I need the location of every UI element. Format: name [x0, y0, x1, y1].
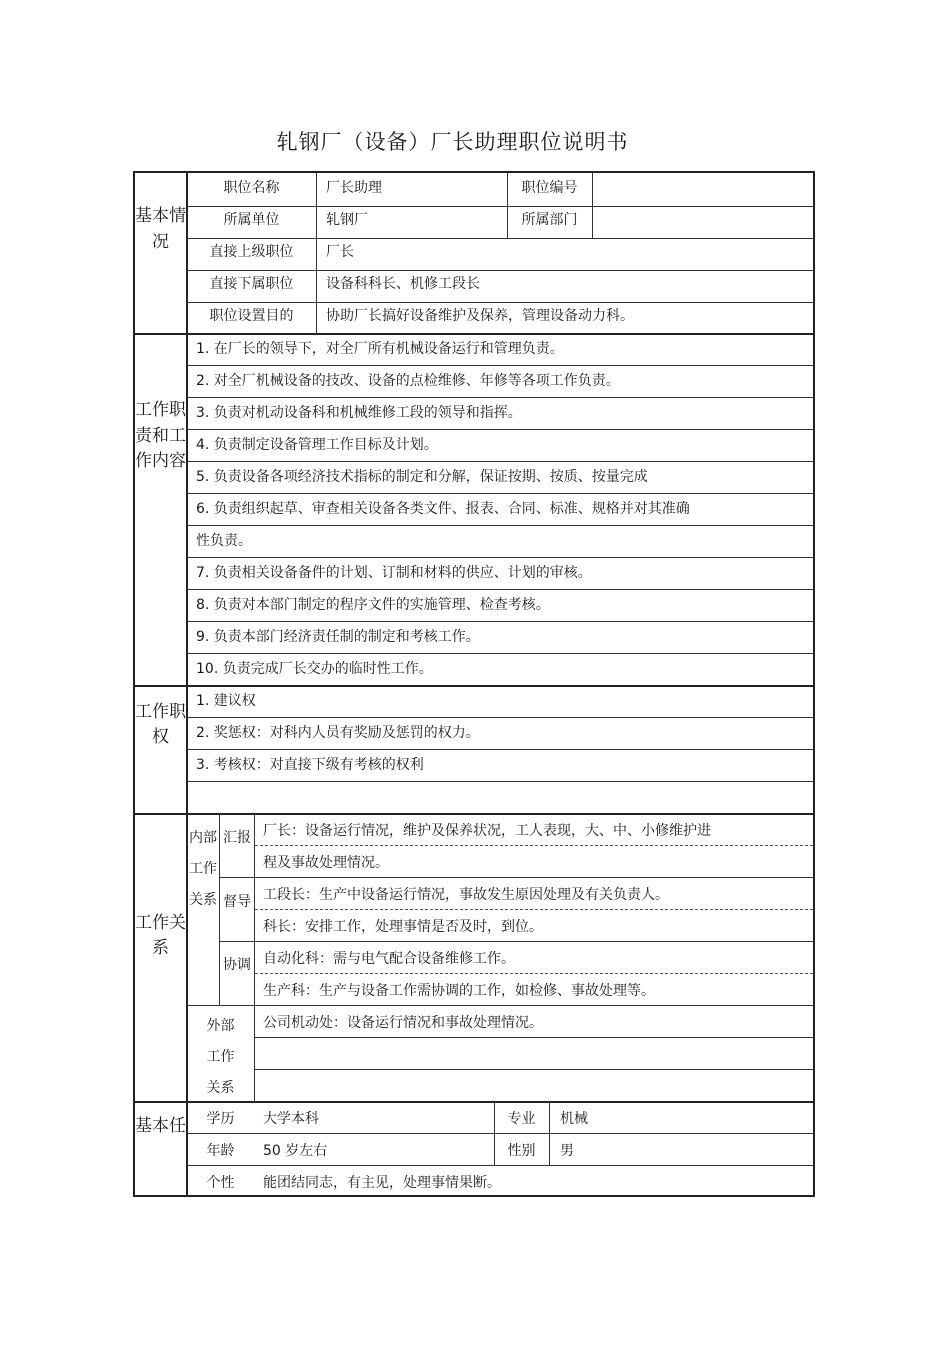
- external-relations-label: 外部工作关系: [206, 1018, 235, 1096]
- duty-item: 5. 负责设备各项经济技术指标的制定和分解，保证按期、按质、按量完成: [196, 469, 648, 485]
- dept-label: 所属部门: [521, 212, 578, 228]
- position-name-value: 厂长助理: [326, 180, 382, 196]
- duty-item: 9. 负责本部门经济责任制的制定和考核工作。: [196, 629, 480, 645]
- purpose-value: 协助厂长搞好设备维护及保养，管理设备动力科。: [326, 308, 634, 324]
- subordinate-value: 设备科科长、机修工段长: [326, 276, 480, 292]
- coordinate-line: 生产科：生产与设备工作需协调的工作，如检修、事故处理等。: [263, 983, 655, 999]
- gender-label: 性别: [507, 1143, 536, 1159]
- major-value: 机械: [560, 1111, 588, 1127]
- report-line: 厂长：设备运行情况，维护及保养状况，工人表现，大、中、小修维护进: [263, 823, 711, 839]
- education-value: 大学本科: [263, 1111, 319, 1127]
- duty-item: 1. 在厂长的领导下，对全厂所有机械设备运行和管理负责。: [196, 341, 564, 357]
- position-name-label: 职位名称: [223, 180, 280, 196]
- external-line: 公司机动处：设备运行情况和事故处理情况。: [263, 1015, 543, 1031]
- duty-item: 7. 负责相关设备备件的计划、订制和材料的供应、计划的审核。: [196, 565, 592, 581]
- unit-label: 所属单位: [223, 212, 280, 228]
- section-duties: 工作职责和工作内容: [135, 400, 186, 471]
- age-label: 年龄: [206, 1143, 235, 1159]
- report-line: 程及事故处理情况。: [263, 855, 389, 871]
- coordinate-line: 自动化科：需与电气配合设备维修工作。: [263, 951, 515, 967]
- duty-item: 4. 负责制定设备管理工作目标及计划。: [196, 437, 438, 453]
- authority-item: 2. 奖惩权：对科内人员有奖励及惩罚的权力。: [196, 725, 480, 741]
- section-qualification: 基本任: [135, 1116, 186, 1136]
- internal-relations-label: 内部工作关系: [189, 830, 217, 908]
- duty-item: 8. 负责对本部门制定的程序文件的实施管理、检查考核。: [196, 597, 550, 613]
- section-relations: 工作关系: [135, 913, 186, 958]
- supervise-line: 科长：安排工作，处理事情是否及时，到位。: [263, 919, 543, 935]
- duty-item: 10. 负责完成厂长交办的临时性工作。: [196, 661, 433, 677]
- position-code-label: 职位编号: [521, 180, 578, 196]
- major-label: 专业: [507, 1111, 536, 1127]
- subordinate-label: 直接下属职位: [209, 276, 294, 292]
- page-title: 轧钢厂（设备）厂长助理职位说明书: [276, 130, 629, 154]
- personality-label: 个性: [206, 1175, 235, 1191]
- duty-item: 2. 对全厂机械设备的技改、设备的点检维修、年修等各项工作负责。: [196, 373, 620, 389]
- supervise-line: 工段长：生产中设备运行情况，事故发生原因处理及有关负责人。: [263, 887, 669, 903]
- duty-item: 性负责。: [196, 533, 252, 549]
- supervise-label: 督导: [223, 894, 251, 910]
- superior-value: 厂长: [326, 244, 354, 260]
- duty-item: 6. 负责组织起草、审查相关设备各类文件、报表、合同、标准、规格并对其准确: [196, 501, 690, 517]
- coordinate-label: 协调: [223, 957, 251, 973]
- authority-item: 3. 考核权：对直接下级有考核的权利: [196, 757, 424, 773]
- section-basic-info: 基本情况: [135, 206, 186, 252]
- age-value: 50 岁左右: [263, 1143, 328, 1159]
- duty-item: 3. 负责对机动设备科和机械维修工段的领导和指挥。: [196, 405, 522, 421]
- education-label: 学历: [206, 1111, 235, 1127]
- personality-value: 能团结同志，有主见，处理事情果断。: [263, 1175, 501, 1191]
- superior-label: 直接上级职位: [209, 244, 294, 260]
- purpose-label: 职位设置目的: [209, 308, 294, 324]
- unit-value: 轧钢厂: [326, 212, 368, 228]
- section-authority: 工作职权: [135, 702, 186, 747]
- report-label: 汇报: [223, 830, 251, 846]
- authority-item: 1. 建议权: [196, 693, 256, 709]
- gender-value: 男: [560, 1143, 574, 1159]
